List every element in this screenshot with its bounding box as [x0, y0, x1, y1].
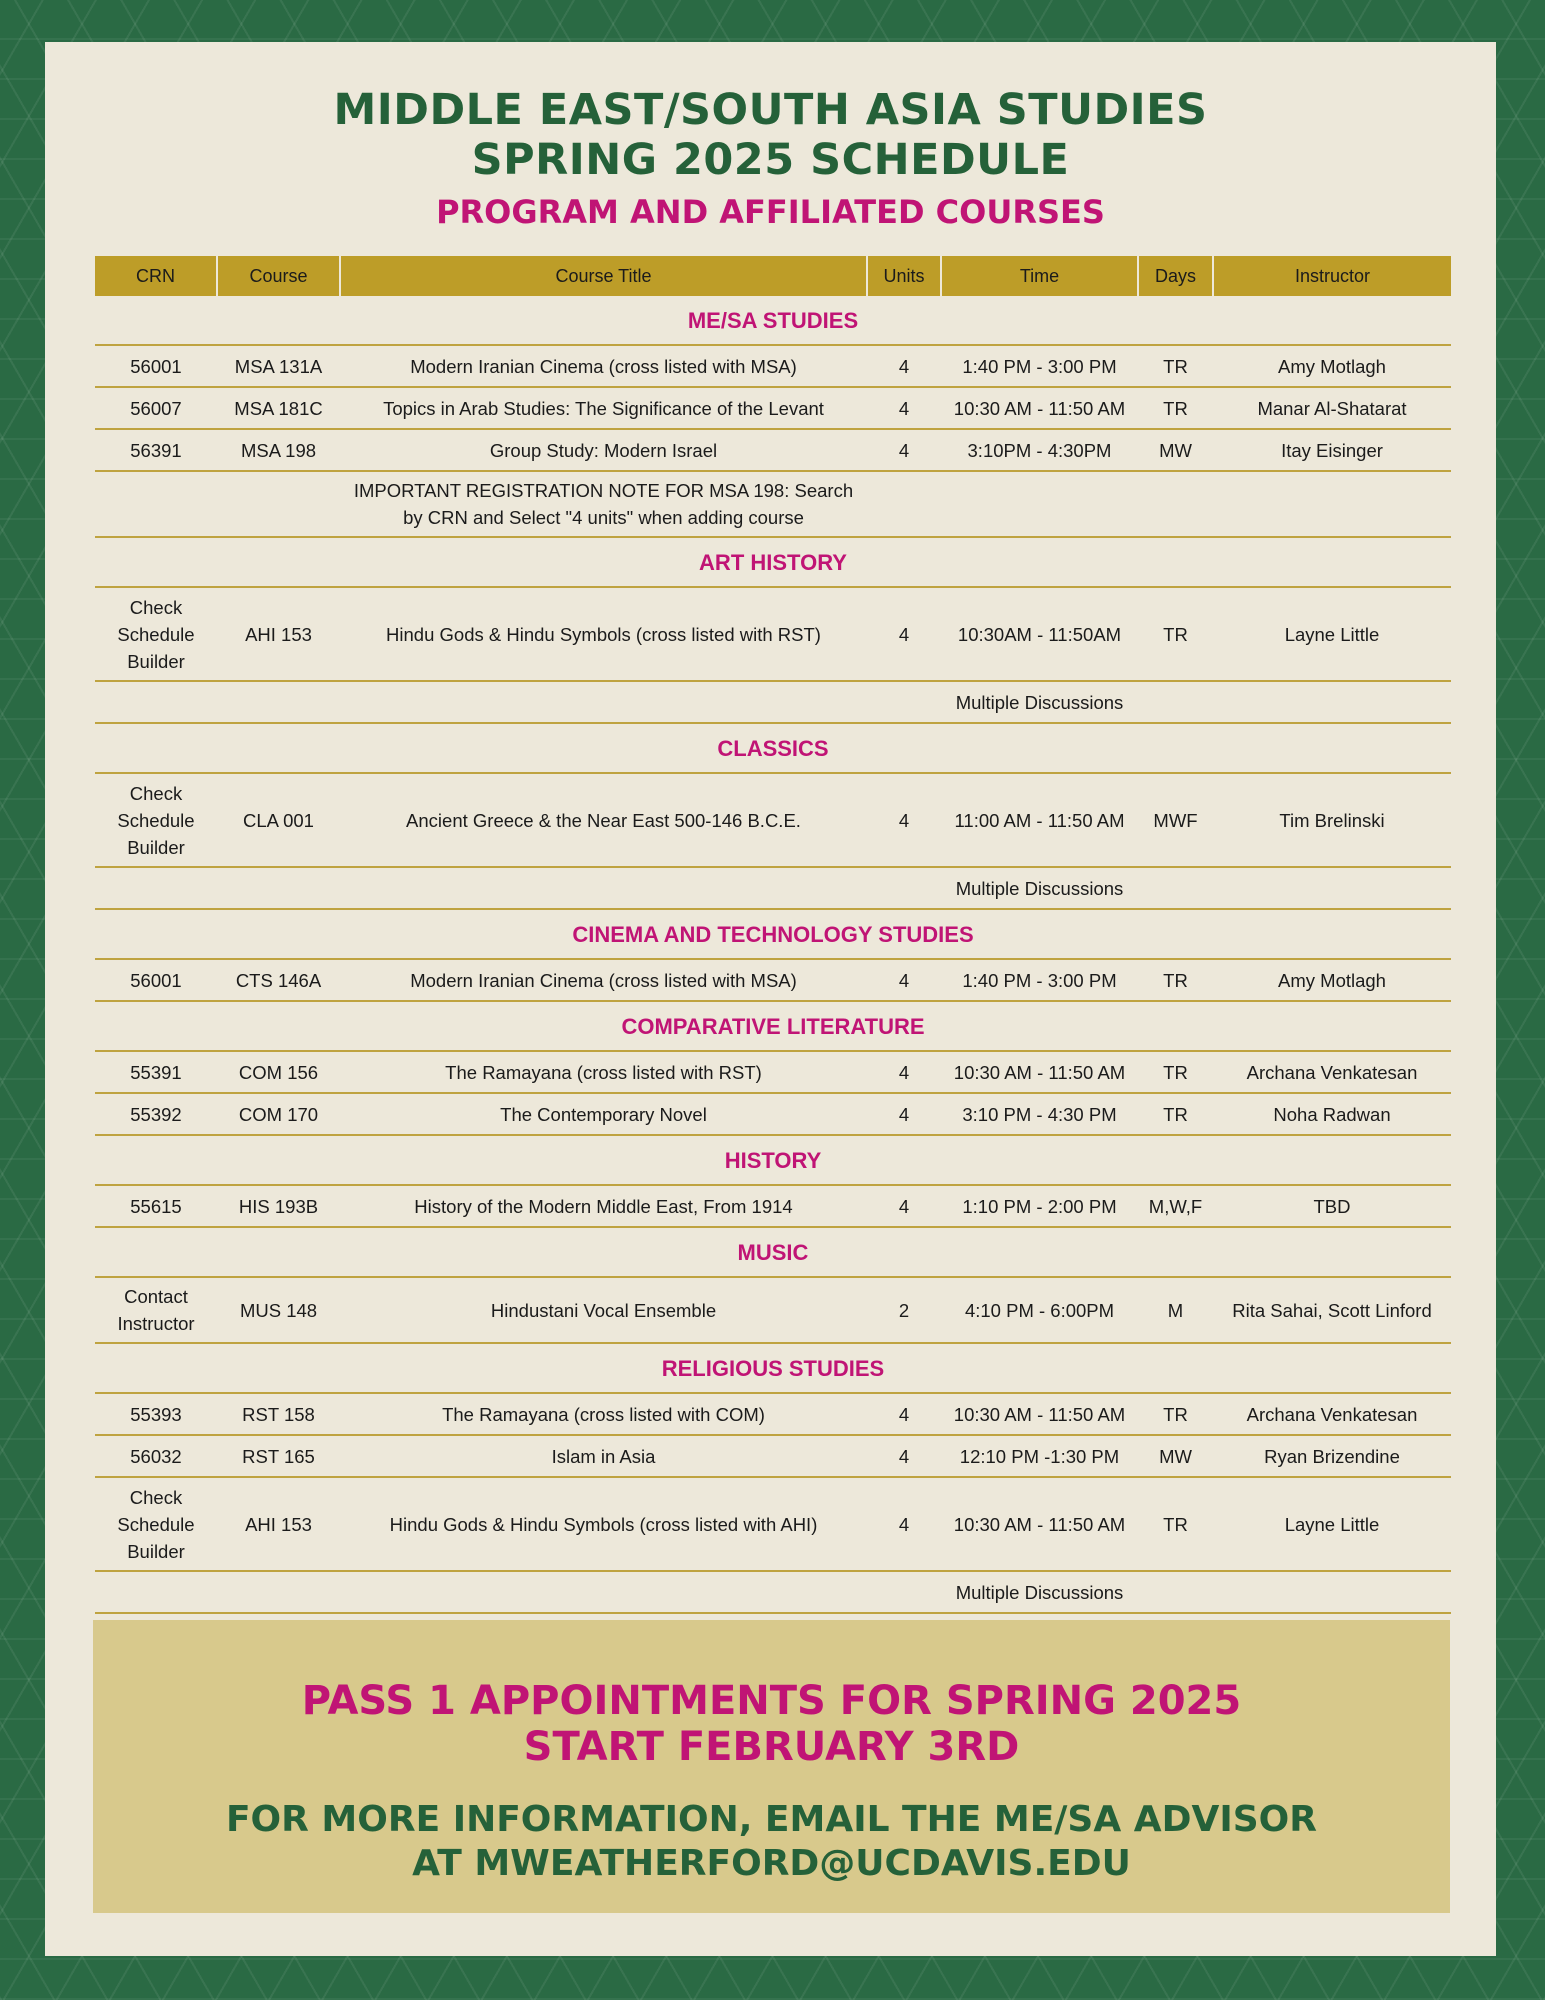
time-cell: 11:00 AM - 11:50 AM [941, 773, 1138, 867]
section-title: RELIGIOUS STUDIES [95, 1343, 1451, 1393]
units-cell: 4 [867, 1477, 941, 1571]
title-cell: Hindu Gods & Hindu Symbols (cross listed with RST) [340, 587, 867, 681]
course-cell: MSA 198 [217, 429, 340, 471]
course-cell: RST 165 [217, 1435, 340, 1477]
section-header-row [95, 723, 1451, 773]
section-title: MUSIC [95, 1227, 1451, 1277]
table-row [95, 1051, 1451, 1093]
instructor-cell: Tim Brelinski [1213, 773, 1451, 867]
table-row [95, 1477, 1451, 1571]
course-cell: AHI 153 [217, 1477, 340, 1571]
instructor-cell: Amy Motlagh [1213, 959, 1451, 1001]
days-cell: MWF [1138, 773, 1213, 867]
instructor-cell: Layne Little [1213, 1477, 1451, 1571]
days-cell: MW [1138, 1435, 1213, 1477]
time-cell: 1:10 PM - 2:00 PM [941, 1185, 1138, 1227]
crn-cell: Check Schedule Builder [95, 1477, 217, 1571]
instructor-cell: Archana Venkatesan [1213, 1393, 1451, 1435]
course-cell: HIS 193B [217, 1185, 340, 1227]
instructor-cell: Amy Motlagh [1213, 345, 1451, 387]
instructor-cell: Rita Sahai, Scott Linford [1213, 1277, 1451, 1343]
page-subtitle: PROGRAM AND AFFILIATED COURSES [436, 193, 1105, 231]
time-cell: 10:30 AM - 11:50 AM [941, 387, 1138, 429]
days-cell: TR [1138, 959, 1213, 1001]
course-cell: MUS 148 [217, 1277, 340, 1343]
time-cell: 1:40 PM - 3:00 PM [941, 345, 1138, 387]
days-cell: M [1138, 1277, 1213, 1343]
time-cell: 10:30AM - 11:50AM [941, 587, 1138, 681]
pass1-date: START FEBRUARY 3RD [523, 1724, 1020, 1770]
course-cell: CTS 146A [217, 959, 340, 1001]
crn-cell: 55615 [95, 1185, 217, 1227]
title-cell: Group Study: Modern Israel [340, 429, 867, 471]
table-row [95, 959, 1451, 1001]
course-cell: CLA 001 [217, 773, 340, 867]
course-cell: MSA 131A [217, 345, 340, 387]
column-header: Days [1138, 256, 1213, 296]
schedule-table [95, 256, 1451, 1614]
table-row [95, 1435, 1451, 1477]
instructor-cell: Itay Eisinger [1213, 429, 1451, 471]
units-cell: 2 [867, 1277, 941, 1343]
table-row [95, 1277, 1451, 1343]
course-cell: COM 170 [217, 1093, 340, 1135]
days-cell: TR [1138, 1477, 1213, 1571]
crn-cell: 55393 [95, 1393, 217, 1435]
crn-cell: Check Schedule Builder [95, 587, 217, 681]
course-cell: MSA 181C [217, 387, 340, 429]
table-row [95, 429, 1451, 471]
column-header: Units [867, 256, 941, 296]
title-cell: Islam in Asia [340, 1435, 867, 1477]
time-cell: 12:10 PM -1:30 PM [941, 1435, 1138, 1477]
section-header-row [95, 909, 1451, 959]
title-cell: Topics in Arab Studies: The Significance of the Levant [340, 387, 867, 429]
course-cell: COM 156 [217, 1051, 340, 1093]
units-cell: 4 [867, 1051, 941, 1093]
title-cell: Modern Iranian Cinema (cross listed with MSA) [340, 345, 867, 387]
column-header: Course Title [340, 256, 867, 296]
advisor-info: FOR MORE INFORMATION, EMAIL THE ME/SA ADVISOR [225, 1799, 1318, 1840]
instructor-cell: TBD [1213, 1185, 1451, 1227]
crn-cell: 56391 [95, 429, 217, 471]
section-header-row [95, 1001, 1451, 1051]
section-title: ART HISTORY [95, 537, 1451, 587]
section-header-row [95, 537, 1451, 587]
days-cell: TR [1138, 1051, 1213, 1093]
time-cell: 1:40 PM - 3:00 PM [941, 959, 1138, 1001]
section-header-row [95, 1343, 1451, 1393]
discussion-note: Multiple Discussions [941, 681, 1138, 723]
table-row [95, 773, 1451, 867]
crn-cell: Contact Instructor [95, 1277, 217, 1343]
time-cell: 3:10PM - 4:30PM [941, 429, 1138, 471]
crn-cell: 56032 [95, 1435, 217, 1477]
crn-cell: 56001 [95, 959, 217, 1001]
instructor-cell: Ryan Brizendine [1213, 1435, 1451, 1477]
section-title: HISTORY [95, 1135, 1451, 1185]
table-row [95, 345, 1451, 387]
section-header-row [95, 1135, 1451, 1185]
title-cell: History of the Modern Middle East, From 1914 [340, 1185, 867, 1227]
table-row [95, 387, 1451, 429]
units-cell: 4 [867, 387, 941, 429]
title-cell: The Contemporary Novel [340, 1093, 867, 1135]
units-cell: 4 [867, 959, 941, 1001]
page-title: MIDDLE EAST/SOUTH ASIA STUDIES [333, 85, 1208, 135]
column-header: Course [217, 256, 340, 296]
title-cell: The Ramayana (cross listed with COM) [340, 1393, 867, 1435]
discussion-row [95, 867, 1451, 909]
crn-cell: 56001 [95, 345, 217, 387]
units-cell: 4 [867, 1185, 941, 1227]
table-row [95, 1393, 1451, 1435]
info-banner [93, 1620, 1450, 1913]
instructor-cell: Manar Al-Shatarat [1213, 387, 1451, 429]
instructor-cell: Noha Radwan [1213, 1093, 1451, 1135]
instructor-cell: Archana Venkatesan [1213, 1051, 1451, 1093]
units-cell: 4 [867, 1393, 941, 1435]
title-cell: Hindu Gods & Hindu Symbols (cross listed with AHI) [340, 1477, 867, 1571]
section-title: CINEMA AND TECHNOLOGY STUDIES [95, 909, 1451, 959]
section-title: COMPARATIVE LITERATURE [95, 1001, 1451, 1051]
title-cell: Ancient Greece & the Near East 500-146 B.C.E. [340, 773, 867, 867]
instructor-cell: Layne Little [1213, 587, 1451, 681]
units-cell: 4 [867, 429, 941, 471]
title-cell: The Ramayana (cross listed with RST) [340, 1051, 867, 1093]
section-title: CLASSICS [95, 723, 1451, 773]
time-cell: 10:30 AM - 11:50 AM [941, 1393, 1138, 1435]
units-cell: 4 [867, 1435, 941, 1477]
days-cell: TR [1138, 1393, 1213, 1435]
units-cell: 4 [867, 587, 941, 681]
discussion-row [95, 1571, 1451, 1613]
section-header-row [95, 296, 1451, 345]
crn-cell: 56007 [95, 387, 217, 429]
section-title: ME/SA STUDIES [95, 296, 1451, 345]
section-header-row [95, 1227, 1451, 1277]
title-cell: Hindustani Vocal Ensemble [340, 1277, 867, 1343]
table-row [95, 587, 1451, 681]
column-header: Instructor [1213, 256, 1451, 296]
column-header: Time [941, 256, 1138, 296]
days-cell: TR [1138, 1093, 1213, 1135]
days-cell: M,W,F [1138, 1185, 1213, 1227]
note-row [95, 471, 1451, 537]
discussion-note: Multiple Discussions [941, 1571, 1138, 1613]
time-cell: 4:10 PM - 6:00PM [941, 1277, 1138, 1343]
time-cell: 10:30 AM - 11:50 AM [941, 1477, 1138, 1571]
table-row [95, 1093, 1451, 1135]
crn-cell: 55391 [95, 1051, 217, 1093]
course-cell: RST 158 [217, 1393, 340, 1435]
units-cell: 4 [867, 773, 941, 867]
registration-note: IMPORTANT REGISTRATION NOTE FOR MSA 198: Search by CRN and Select "4 units" when adding course [340, 471, 867, 537]
time-cell: 3:10 PM - 4:30 PM [941, 1093, 1138, 1135]
units-cell: 4 [867, 1093, 941, 1135]
course-cell: AHI 153 [217, 587, 340, 681]
time-cell: 10:30 AM - 11:50 AM [941, 1051, 1138, 1093]
days-cell: MW [1138, 429, 1213, 471]
flyer-panel [45, 42, 1496, 1956]
discussion-row [95, 681, 1451, 723]
table-row [95, 1185, 1451, 1227]
column-header: CRN [95, 256, 217, 296]
days-cell: TR [1138, 587, 1213, 681]
advisor-email: AT MWEATHERFORD@UCDAVIS.EDU [412, 1843, 1131, 1884]
title-cell: Modern Iranian Cinema (cross listed with MSA) [340, 959, 867, 1001]
pass1-heading: PASS 1 APPOINTMENTS FOR SPRING 2025 [301, 1678, 1242, 1724]
days-cell: TR [1138, 387, 1213, 429]
units-cell: 4 [867, 345, 941, 387]
discussion-note: Multiple Discussions [941, 867, 1138, 909]
crn-cell: Check Schedule Builder [95, 773, 217, 867]
days-cell: TR [1138, 345, 1213, 387]
table-header-row [95, 256, 1451, 296]
page-title-line2: SPRING 2025 SCHEDULE [471, 135, 1070, 185]
crn-cell: 55392 [95, 1093, 217, 1135]
